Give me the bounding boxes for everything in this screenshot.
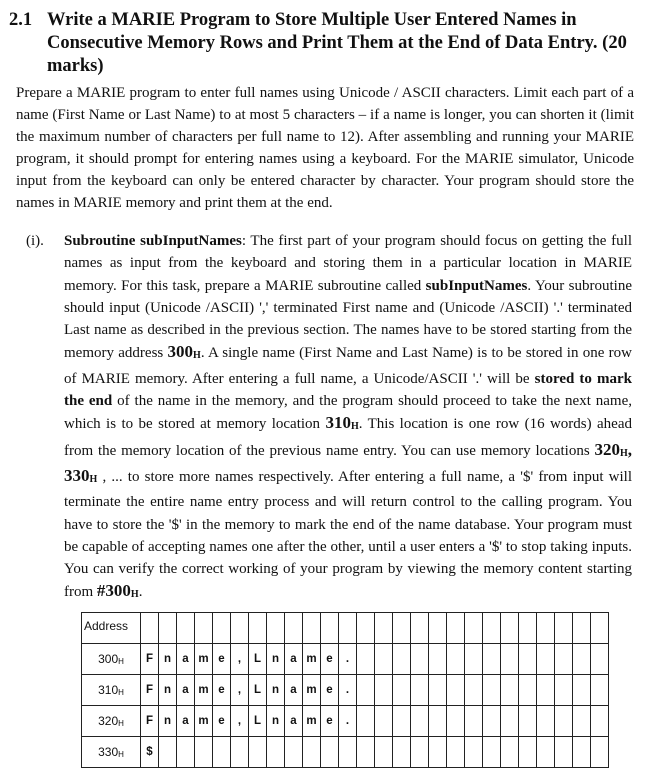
memory-cell (159, 737, 177, 768)
memory-cell (519, 737, 537, 768)
text-run: , ... to store more names respectively. After entering a full name, a '$' from input will terminate the entire name entry process and will return control to the calling program. You have to store the '$' in the memory to mark the end of the name database. Your program must be capable of accepting names one after the other, until a user enters a '$' to stop taking inputs. You can verify the correct working of your program by viewing the memory content starting from (64, 468, 632, 601)
intro-paragraph: Prepare a MARIE program to enter full names using Unicode / ASCII characters. Limit each part of a name (First Name or Last Name) to at most 5 characters – if a name is longer, you can shorten it (limit the maximum number of characters per full name to 12). After assembling and running your MARIE program, it should prompt for entering names using a keyboard. For the MARIE simulator, Unicode input from the keyboard can only be entered character by character. Your program should store the names in MARIE memory and print them at the end. (16, 85, 634, 211)
memory-cell (249, 737, 267, 768)
memory-cell: a (177, 675, 195, 706)
text-run: . Your subroutine should input (Unicode /ASCII) ',' terminated First name and (Unicode /ASCII) '.' terminated Last name as described in the previous section. The names have to be stored starting from the memory address (64, 277, 632, 362)
address-value: #300 (96, 581, 131, 601)
memory-cell (285, 737, 303, 768)
memory-cell: e (213, 675, 231, 706)
memory-cell (537, 706, 555, 737)
memory-cell: . (339, 706, 357, 737)
memory-cell (447, 706, 465, 737)
memory-cell (555, 644, 573, 675)
memory-cell (483, 644, 501, 675)
memory-address: $300_H$ (82, 644, 141, 675)
memory-cell (483, 706, 501, 737)
memory-cell (375, 706, 393, 737)
memory-cell (375, 675, 393, 706)
memory-cell: n (267, 706, 285, 737)
memory-cell (429, 706, 447, 737)
memory-cell (393, 644, 411, 675)
memory-cell: e (321, 706, 339, 737)
memory-cell: a (177, 706, 195, 737)
bold-phrase: stored to mark the end (64, 370, 632, 410)
memory-cell (213, 737, 231, 768)
memory-cell (393, 706, 411, 737)
address-320 (594, 440, 627, 459)
address-value: 320 (594, 439, 620, 459)
memory-cell: F (141, 675, 159, 706)
memory-cell (195, 737, 213, 768)
address-310 (325, 413, 358, 432)
memory-cell (411, 644, 429, 675)
hex-suffix: H (619, 447, 628, 459)
memory-cell (447, 675, 465, 706)
subroutine-paragraph (26, 230, 632, 607)
text-run: . A single name (First Name and Last Name) is to be stored in one row of MARIE memory. After entering a full name, a Unicode/ASCII '.' will be (64, 345, 632, 387)
memory-cell: , (231, 644, 249, 675)
address-300 (168, 342, 201, 361)
text-run: . This location is one row (16 words) ahead from the memory location of the previous name entry. You can use memory locations (64, 416, 632, 459)
memory-cell: L (249, 706, 267, 737)
hex-suffix: H (130, 589, 139, 601)
memory-cell (537, 644, 555, 675)
memory-cell (573, 675, 591, 706)
memory-cell (465, 737, 483, 768)
memory-cell: n (159, 675, 177, 706)
subroutine-body (64, 230, 632, 607)
memory-cell (267, 737, 285, 768)
memory-cell: m (195, 706, 213, 737)
address-330 (64, 466, 97, 485)
memory-cell: , (231, 675, 249, 706)
memory-row (82, 706, 609, 737)
memory-table (81, 612, 609, 768)
memory-cell (357, 737, 375, 768)
hex-suffix: H (89, 473, 98, 485)
memory-cell (555, 706, 573, 737)
text-run: of the name in the memory, and the program should proceed to take the next name, which is to be stored at memory location (64, 393, 632, 433)
memory-cell (591, 675, 609, 706)
memory-cell (429, 675, 447, 706)
memory-cell: L (249, 675, 267, 706)
memory-cell: e (321, 675, 339, 706)
memory-cell: n (159, 706, 177, 737)
memory-cell (501, 644, 519, 675)
memory-cell (429, 644, 447, 675)
address-value: 330 (64, 465, 90, 485)
separator: , (627, 439, 632, 459)
memory-cell (501, 675, 519, 706)
memory-cell (357, 706, 375, 737)
memory-cell: n (267, 644, 285, 675)
hex-suffix: H (193, 350, 201, 362)
memory-cell: L (249, 644, 267, 675)
section-number: 2.1 (9, 10, 33, 30)
memory-cell (591, 644, 609, 675)
text-run: : The first part of your program should focus on getting the full names as input from the keyboard and storing them in a particular location in MARIE memory. For this task, prepare a MARIE subroutine called (64, 233, 632, 294)
subroutine-name: subInputNames (425, 277, 528, 294)
section-title: Write a MARIE Program to Store Multiple User Entered Names in Consecutive Memory Rows and Print Them at the End of Data Entry. (20 marks) (47, 10, 627, 76)
memory-cell: m (195, 644, 213, 675)
memory-cell (537, 737, 555, 768)
hex-suffix: H (350, 421, 359, 433)
memory-cell: e (213, 644, 231, 675)
memory-cell (519, 644, 537, 675)
item-label: (i). (26, 233, 44, 249)
memory-cell (465, 706, 483, 737)
memory-cell (519, 706, 537, 737)
section-heading (9, 9, 659, 78)
memory-cell (411, 737, 429, 768)
memory-cell (357, 644, 375, 675)
memory-address: $320_H$ (82, 706, 141, 737)
memory-cell: F (141, 644, 159, 675)
memory-cell (393, 675, 411, 706)
memory-cell: . (339, 644, 357, 675)
memory-cell (303, 737, 321, 768)
memory-cell: a (285, 675, 303, 706)
memory-cell (483, 737, 501, 768)
memory-cell (447, 737, 465, 768)
address-value: 300 (167, 342, 194, 362)
memory-cell (573, 706, 591, 737)
memory-cell (339, 737, 357, 768)
memory-cell: m (303, 706, 321, 737)
memory-cell (555, 737, 573, 768)
memory-row (82, 737, 609, 768)
memory-cell (357, 675, 375, 706)
memory-cell (375, 737, 393, 768)
memory-cell: a (177, 644, 195, 675)
memory-cell (429, 737, 447, 768)
memory-cell: . (339, 675, 357, 706)
memory-cell (375, 644, 393, 675)
memory-address: $330_H$ (82, 737, 141, 768)
memory-cell (555, 675, 573, 706)
memory-cell (573, 644, 591, 675)
memory-cell: e (213, 706, 231, 737)
memory-cell (177, 737, 195, 768)
memory-cell: a (285, 644, 303, 675)
address-header: Address (82, 613, 141, 644)
table-header-row (82, 613, 609, 644)
memory-cell (501, 706, 519, 737)
memory-cell (321, 737, 339, 768)
memory-cell (591, 737, 609, 768)
memory-cell: e (321, 644, 339, 675)
memory-cell (483, 675, 501, 706)
memory-cell (231, 737, 249, 768)
memory-cell: m (303, 644, 321, 675)
memory-row (82, 644, 609, 675)
memory-cell (393, 737, 411, 768)
memory-cell (465, 644, 483, 675)
memory-cell: F (141, 706, 159, 737)
memory-cell: n (267, 675, 285, 706)
memory-cell: m (303, 675, 321, 706)
memory-cell: n (159, 644, 177, 675)
memory-cell: a (285, 706, 303, 737)
memory-cell (411, 706, 429, 737)
memory-cell (519, 675, 537, 706)
memory-cell (447, 644, 465, 675)
memory-cell (591, 706, 609, 737)
memory-cell (501, 737, 519, 768)
memory-cell: $ (141, 737, 159, 768)
memory-address: $310_H$ (82, 675, 141, 706)
text-run: . (138, 584, 143, 601)
address-value: 310 (325, 413, 351, 433)
memory-cell (573, 737, 591, 768)
memory-cell (537, 675, 555, 706)
memory-cell: m (195, 675, 213, 706)
memory-cell (411, 675, 429, 706)
memory-row (82, 675, 609, 706)
memory-cell: , (231, 706, 249, 737)
subroutine-heading: Subroutine subInputNames (64, 233, 242, 249)
memory-cell (465, 675, 483, 706)
address-300-hash (97, 581, 139, 600)
